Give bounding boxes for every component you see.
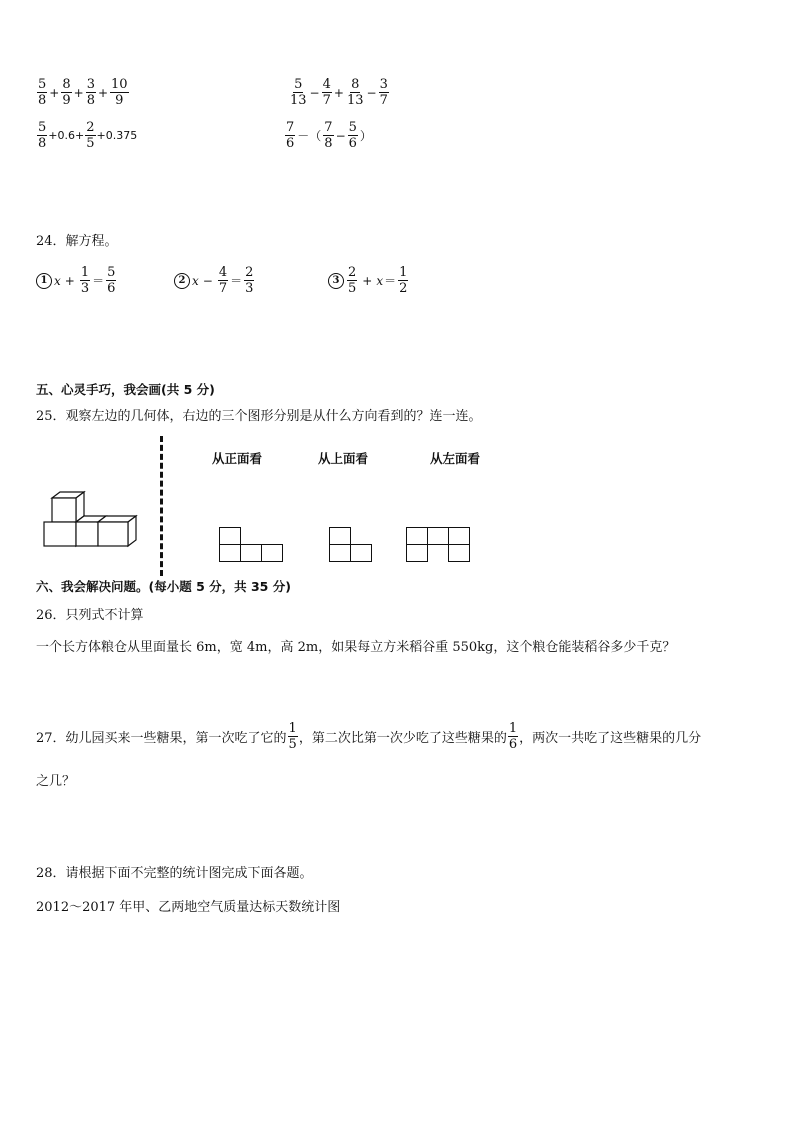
equation-1: 1 x + $\frac{1}{3}$ ＝ $\frac{5}{6}$	[36, 266, 117, 295]
expression-3: $\frac{5}{8}$ +0.6+ $\frac{2}{5}$ +0.375	[38, 120, 138, 151]
circled-number-2: 2	[174, 273, 190, 289]
q26-text: 一个长方体粮仓从里面量长 6m，宽 4m，高 2m，如果每立方米稻谷重 550kg，这个粮仓能装稻谷多少千克？	[36, 640, 676, 655]
q27-line-2: 之几？	[36, 774, 76, 789]
expression-2: $\frac{5}{13}$ − $\frac{4}{7}$ + $\frac{8}{13}$ − $\frac{3}{7}$	[290, 77, 388, 108]
expression-1: $\frac{5}{8}$ + $\frac{8}{9}$ + $\frac{3}{8}$ + $\frac{10}{9}$	[38, 77, 128, 108]
fraction: $\frac{3}{8}$	[86, 77, 95, 108]
fraction: $\frac{7}{8}$	[324, 120, 333, 151]
fraction: $\frac{5}{6}$	[107, 265, 116, 296]
fraction: $\frac{2}{5}$	[348, 265, 357, 296]
fraction: $\frac{4}{7}$	[218, 265, 228, 296]
fraction: $\frac{5}{8}$	[38, 120, 47, 151]
view-label-left: 从左面看	[430, 451, 481, 466]
fraction: $\frac{1}{6}$	[508, 721, 518, 752]
section-6-title: 六、我会解决问题。(每小题 5 分，共 35 分)	[36, 579, 291, 594]
q26-title: 26．只列式不计算	[36, 608, 144, 623]
fraction: $\frac{1}{3}$	[80, 265, 90, 296]
q28-text: 28．请根据下面不完整的统计图完成下面各题。	[36, 866, 313, 881]
q24-title: 24．解方程。	[36, 234, 118, 249]
equation-2: 2 x − $\frac{4}{7}$ ＝ $\frac{2}{3}$	[174, 266, 255, 295]
fraction: $\frac{4}{7}$	[322, 77, 331, 108]
fraction: $\frac{8}{9}$	[62, 77, 71, 108]
q27-line-1: 27．幼儿园买来一些糖果，第一次吃了它的 $\frac{1}{5}$ ，第二次比第一次少吃了这些糖果的 $\frac{1}{6}$ ，两次一共吃了这些糖果的几分	[36, 721, 702, 752]
view-label-top: 从上面看	[318, 451, 369, 466]
circled-number-3: 3	[328, 273, 344, 289]
fraction: $\frac{10}{9}$	[111, 77, 128, 108]
view-shape-1	[219, 527, 289, 565]
equation-3: 3 $\frac{2}{5}$ + x ＝ $\frac{1}{2}$	[328, 266, 409, 295]
view-label-front: 从正面看	[212, 451, 263, 466]
fraction: $\frac{3}{7}$	[379, 77, 388, 108]
fraction: $\frac{2}{5}$	[86, 120, 95, 151]
fraction: $\frac{8}{13}$	[346, 77, 364, 108]
fraction: $\frac{5}{13}$	[290, 77, 307, 108]
fraction: $\frac{5}{8}$	[38, 77, 47, 108]
cube-solid-figure	[40, 488, 144, 550]
dashed-divider	[160, 436, 163, 576]
fraction: $\frac{2}{3}$	[245, 265, 254, 296]
q25-text: 25．观察左边的几何体，右边的三个图形分别是从什么方向看到的？连一连。	[36, 409, 482, 424]
fraction: $\frac{7}{6}$	[286, 120, 295, 151]
expression-4: $\frac{7}{6}$ －（ $\frac{7}{8}$ − $\frac{5}{6}$ ）	[286, 120, 372, 151]
fraction: $\frac{1}{5}$	[288, 721, 297, 752]
view-shape-3	[406, 527, 476, 565]
q28-chart-title: 2012～2017 年甲、乙两地空气质量达标天数统计图	[36, 900, 341, 915]
fraction: $\frac{1}{2}$	[399, 265, 408, 296]
section-5-title: 五、心灵手巧，我会画(共 5 分)	[36, 382, 215, 397]
fraction: $\frac{5}{6}$	[348, 120, 357, 151]
circled-number-1: 1	[36, 273, 52, 289]
view-shape-2	[329, 527, 379, 565]
